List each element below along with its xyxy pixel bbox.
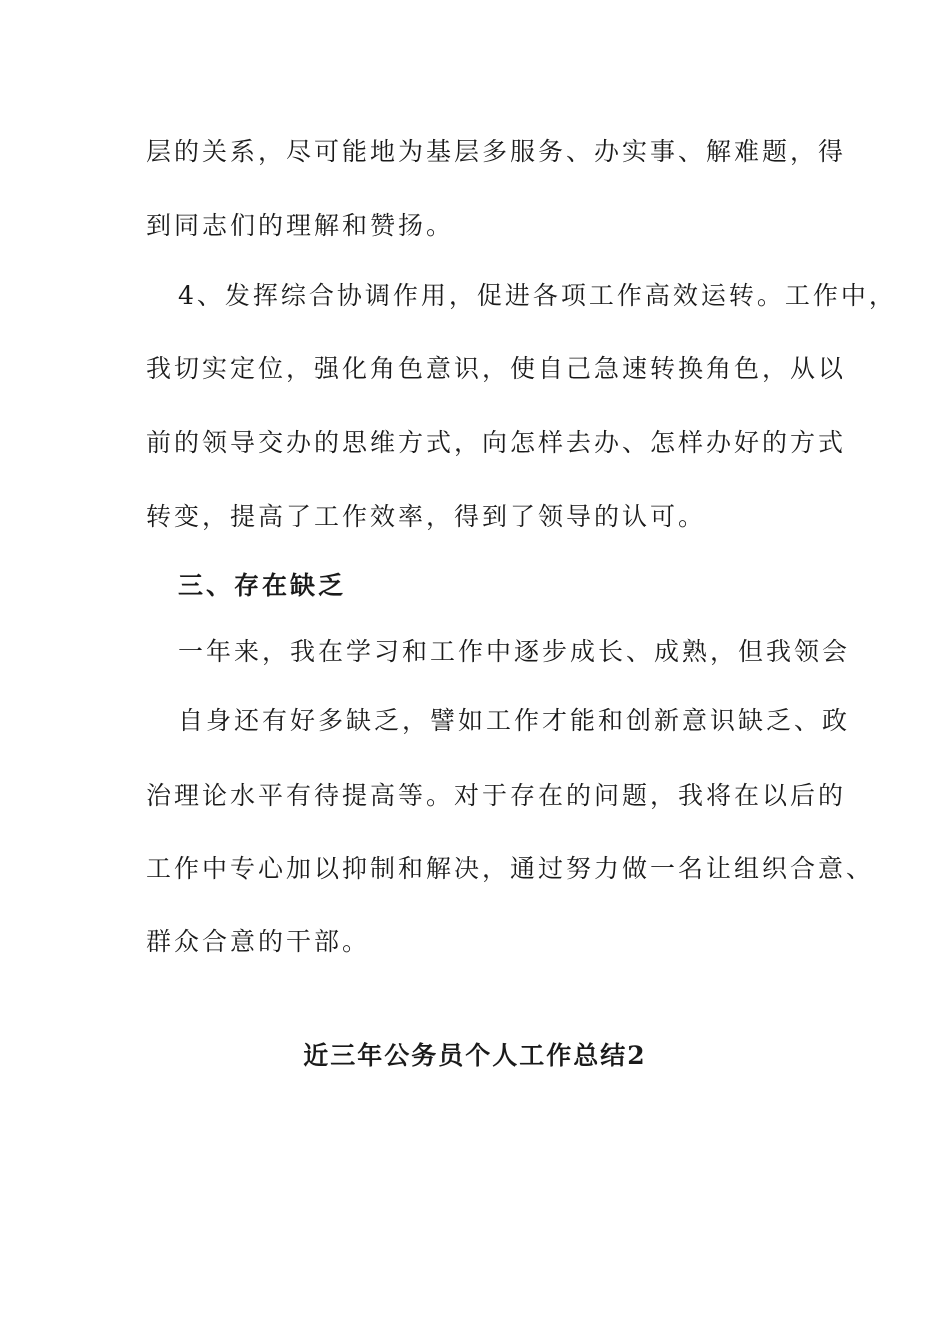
paragraph-line: 转变，提高了工作效率，得到了领导的认可。 (146, 502, 707, 531)
paragraph-line: 自身还有好多缺乏，譬如工作才能和创新意识缺乏、政 (178, 706, 851, 735)
paragraph-line: 群众合意的干部。 (146, 927, 371, 956)
paragraph-line: 前的领导交办的思维方式，向怎样去办、怎样办好的方式 (146, 428, 847, 457)
paragraph-line: 层的关系，尽可能地为基层多服务、办实事、解难题，得 (146, 137, 847, 166)
next-section-title: 近三年公务员个人工作总结2 (303, 1041, 647, 1070)
paragraph-line: 一年来，我在学习和工作中逐步成长、成熟，但我领会 (178, 637, 851, 666)
paragraph-line: 4、发挥综合协调作用，促进各项工作高效运转。工作中， (178, 281, 897, 310)
paragraph-line: 治理论水平有待提高等。对于存在的问题，我将在以后的 (146, 781, 847, 810)
paragraph-line: 到同志们的理解和赞扬。 (146, 211, 455, 240)
section-heading: 三、存在缺乏 (178, 571, 347, 600)
paragraph-line: 我切实定位，强化角色意识，使自己急速转换角色，从以 (146, 354, 847, 383)
paragraph-line: 工作中专心加以抑制和解决，通过努力做一名让组织合意、 (146, 854, 875, 883)
